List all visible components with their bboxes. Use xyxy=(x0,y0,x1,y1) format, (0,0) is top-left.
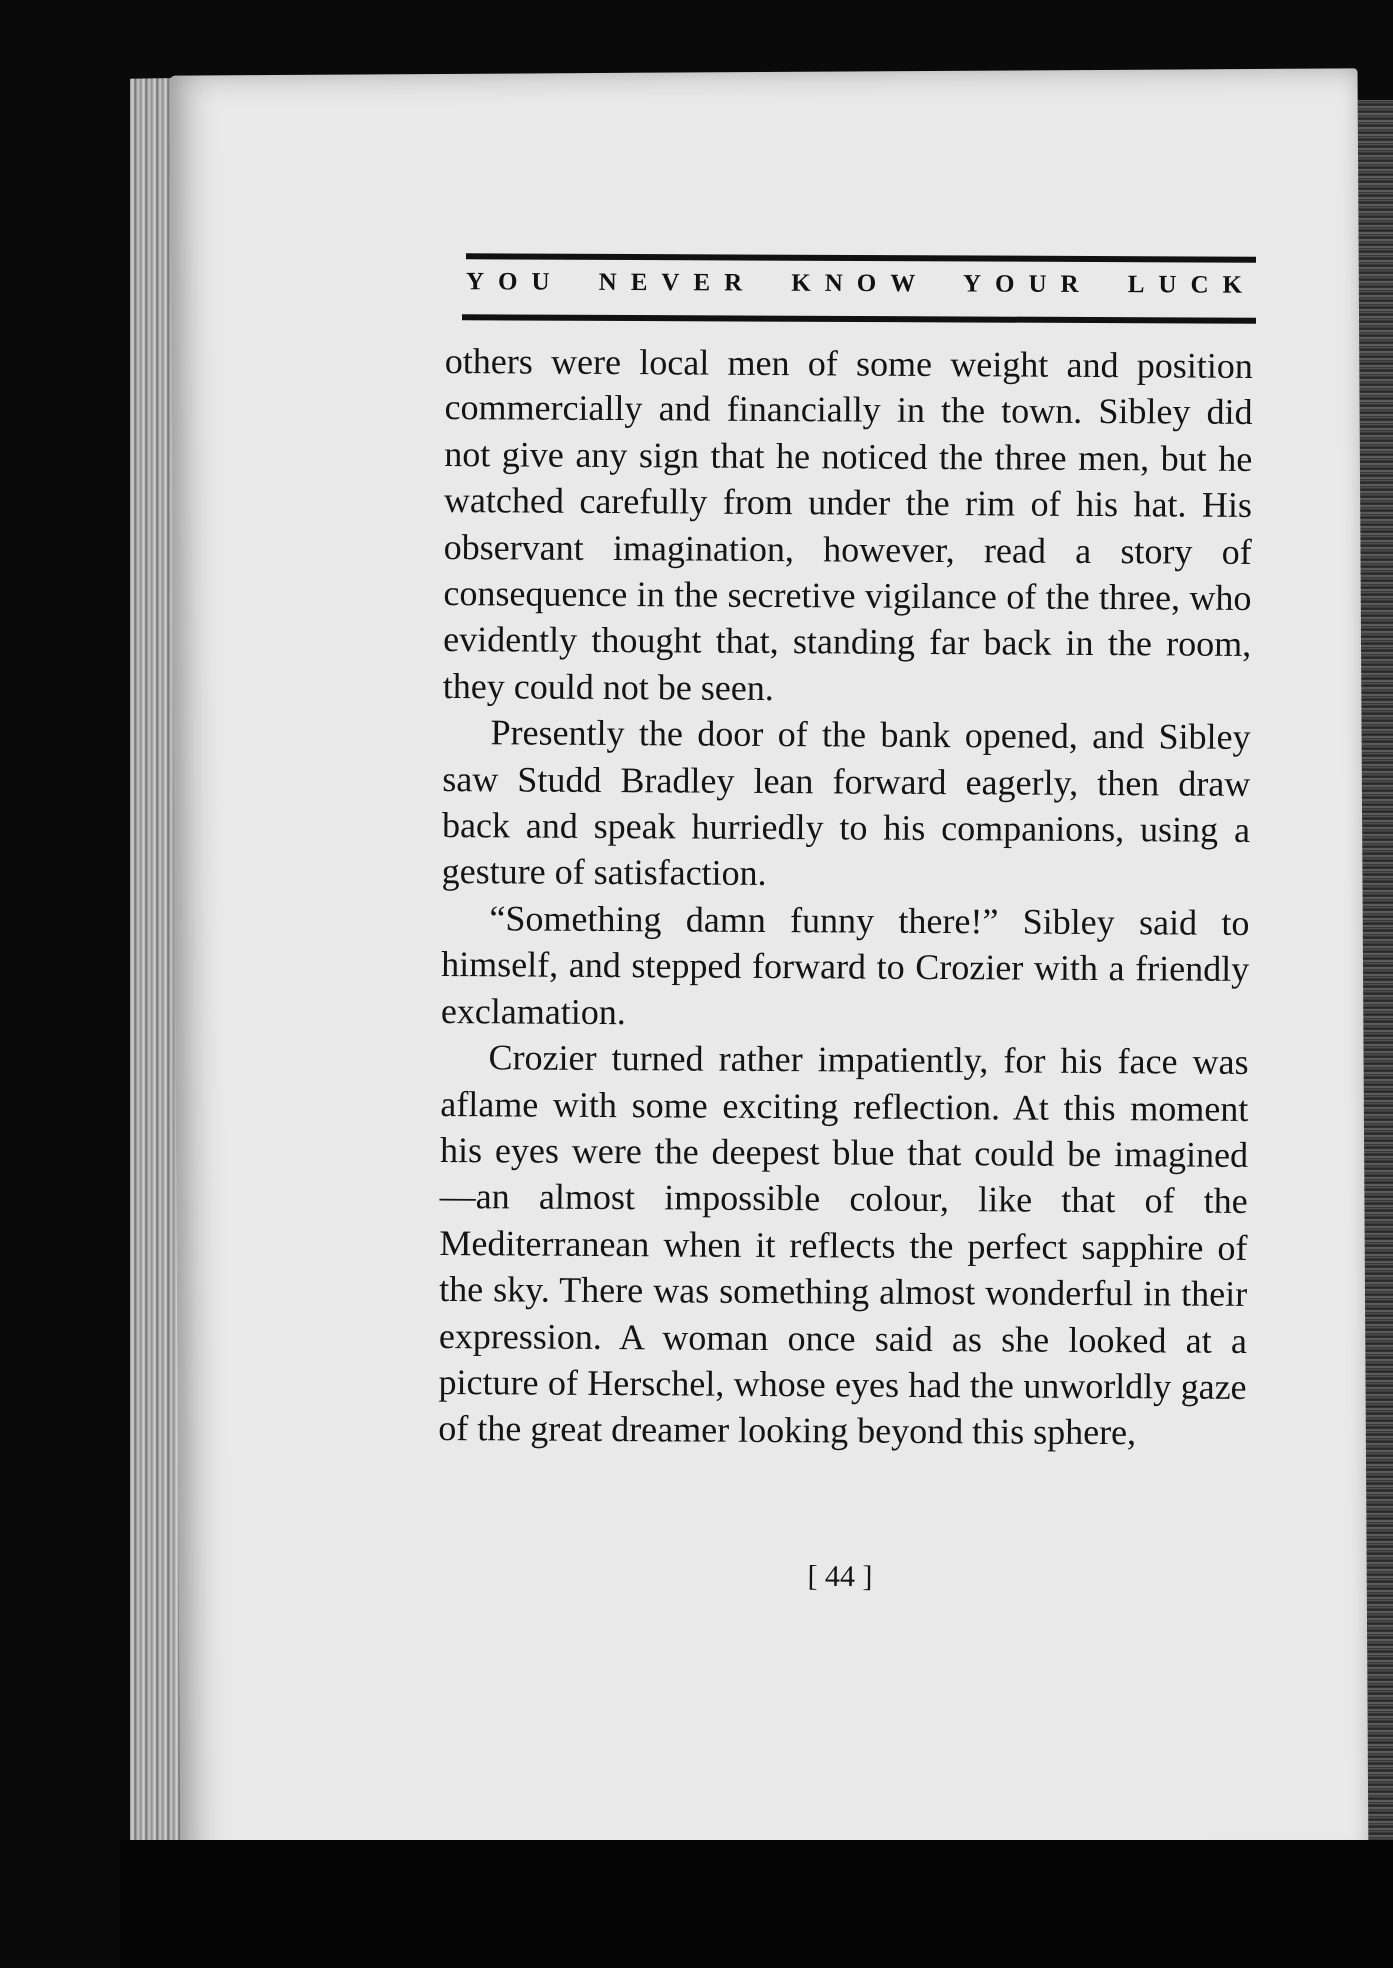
body-text xyxy=(438,338,1253,1457)
page-number: [ 44 ] xyxy=(807,1559,873,1594)
paragraph-2: Presently the door of the bank opened, and Sibley saw Studd Bradley lean forward eagerly, then draw back and speak hurriedly to his companions, using a gesture of satisfaction. xyxy=(441,712,1251,894)
paragraph-1: others were local men of some weight and position commercially and financially in the town. Sibley did not give any sign that he noticed the three men, but he watched carefully from under the rim of his hat. His observant imagination, however, read a story of consequence in the secretive vigilance of the three, who evidently thought that, standing far back in the room, they could not be seen. xyxy=(442,340,1253,708)
paragraph-3: “Something damn funny there!” Sibley said to himself, and stepped forward to Crozier with a friendly exclamation. xyxy=(440,898,1250,1032)
paragraph-4: Crozier turned rather impatiently, for his face was aflame with some exciting reflection. At this moment his eyes were the deepest blue that could be imagined—an almost impossible colour, like that of the Mediterranean when it reflects the perfect sapphire of the sky. There was something almost wonderful in their expression. A woman once said as she looked at a picture of Herschel, whose eyes had the unworldly gaze of the great dreamer looking beyond this sphere, xyxy=(438,1037,1249,1453)
scan-bottom-shadow xyxy=(120,1840,1393,1968)
running-head: YOU NEVER KNOW YOUR LUCK xyxy=(465,268,1257,299)
